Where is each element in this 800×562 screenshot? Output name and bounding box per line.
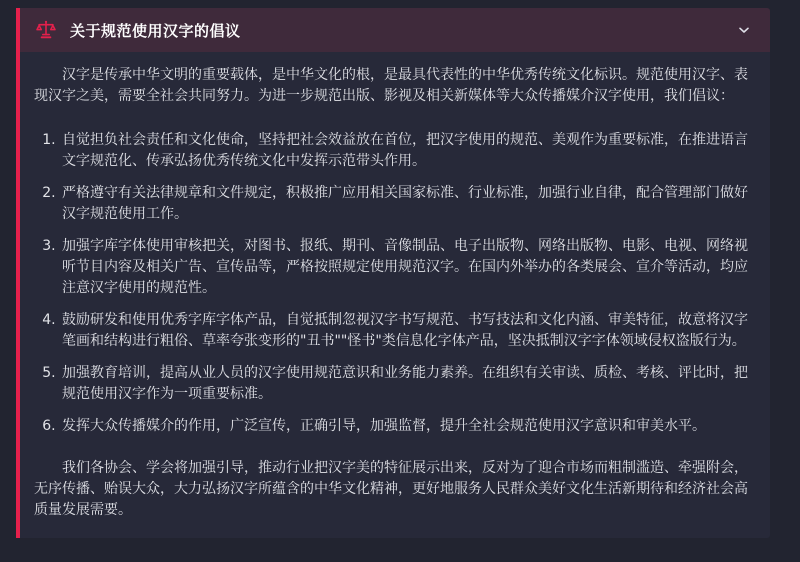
callout-title: 关于规范使用汉字的倡议 — [70, 21, 241, 40]
callout-header[interactable] — [20, 8, 770, 52]
balance-scale-icon — [35, 19, 57, 41]
proposal-item: 4. 鼓励研发和使用优秀字库字体产品，自觉抵制忽视汉字书写规范、书写技法和文化内涵、审美特征，故意将汉字笔画和结构进行粗俗、草率夸张变形的"丑书""怪书"类信息化字体产品，坚决抵制汉字字体领域侵权盗版行为。 — [60, 310, 752, 352]
proposal-list — [34, 130, 752, 437]
proposal-callout — [16, 8, 770, 538]
proposal-item: 5. 加强教育培训，提高从业人员的汉字使用规范意识和业务能力素养。在组织有关审读、质检、考核、评比时，把规范使用汉字作为一项重要标准。 — [60, 363, 752, 405]
intro-paragraph: 汉字是传承中华文明的重要载体，是中华文化的根，是最具代表性的中华优秀传统文化标识。规范使用汉字、表现汉字之美，需要全社会共同努力。为进一步规范出版、影视及相关新媒体等大众传播媒介汉字使用，我们倡议： — [34, 67, 748, 104]
proposal-item: 3. 加强字库字体使用审核把关，对图书、报纸、期刊、音像制品、电子出版物、网络出版物、电影、电视、网络视听节目内容及相关广告、宣传品等，严格按照规定使用规范汉字。在国内外举办的各类展会、宣介等活动，均应注意汉字使用的规范性。 — [60, 236, 752, 299]
closing-paragraph: 我们各协会、学会将加强引导，推动行业把汉字美的特征展示出来，反对为了迎合市场而粗制滥造、牵强附会，无序传播、贻误大众，大力弘扬汉字所蕴含的中华文化精神，更好地服务人民群众美好文化生活新期待和经济社会高质量发展需要。 — [34, 460, 748, 518]
callout-body — [20, 52, 770, 538]
proposal-item: 1. 自觉担负社会责任和文化使命，坚持把社会效益放在首位，把汉字使用的规范、美观作为重要标准，在推进语言文字规范化、传承弘扬优秀传统文化中发挥示范带头作用。 — [60, 130, 752, 172]
proposal-item: 2. 严格遵守有关法律规章和文件规定，积极推广应用相关国家标准、行业标准，加强行业自律，配合管理部门做好汉字规范使用工作。 — [60, 183, 752, 225]
proposal-item: 6. 发挥大众传播媒介的作用，广泛宣传，正确引导，加强监督，提升全社会规范使用汉字意识和审美水平。 — [60, 416, 752, 437]
chevron-down-icon[interactable] — [736, 22, 752, 38]
